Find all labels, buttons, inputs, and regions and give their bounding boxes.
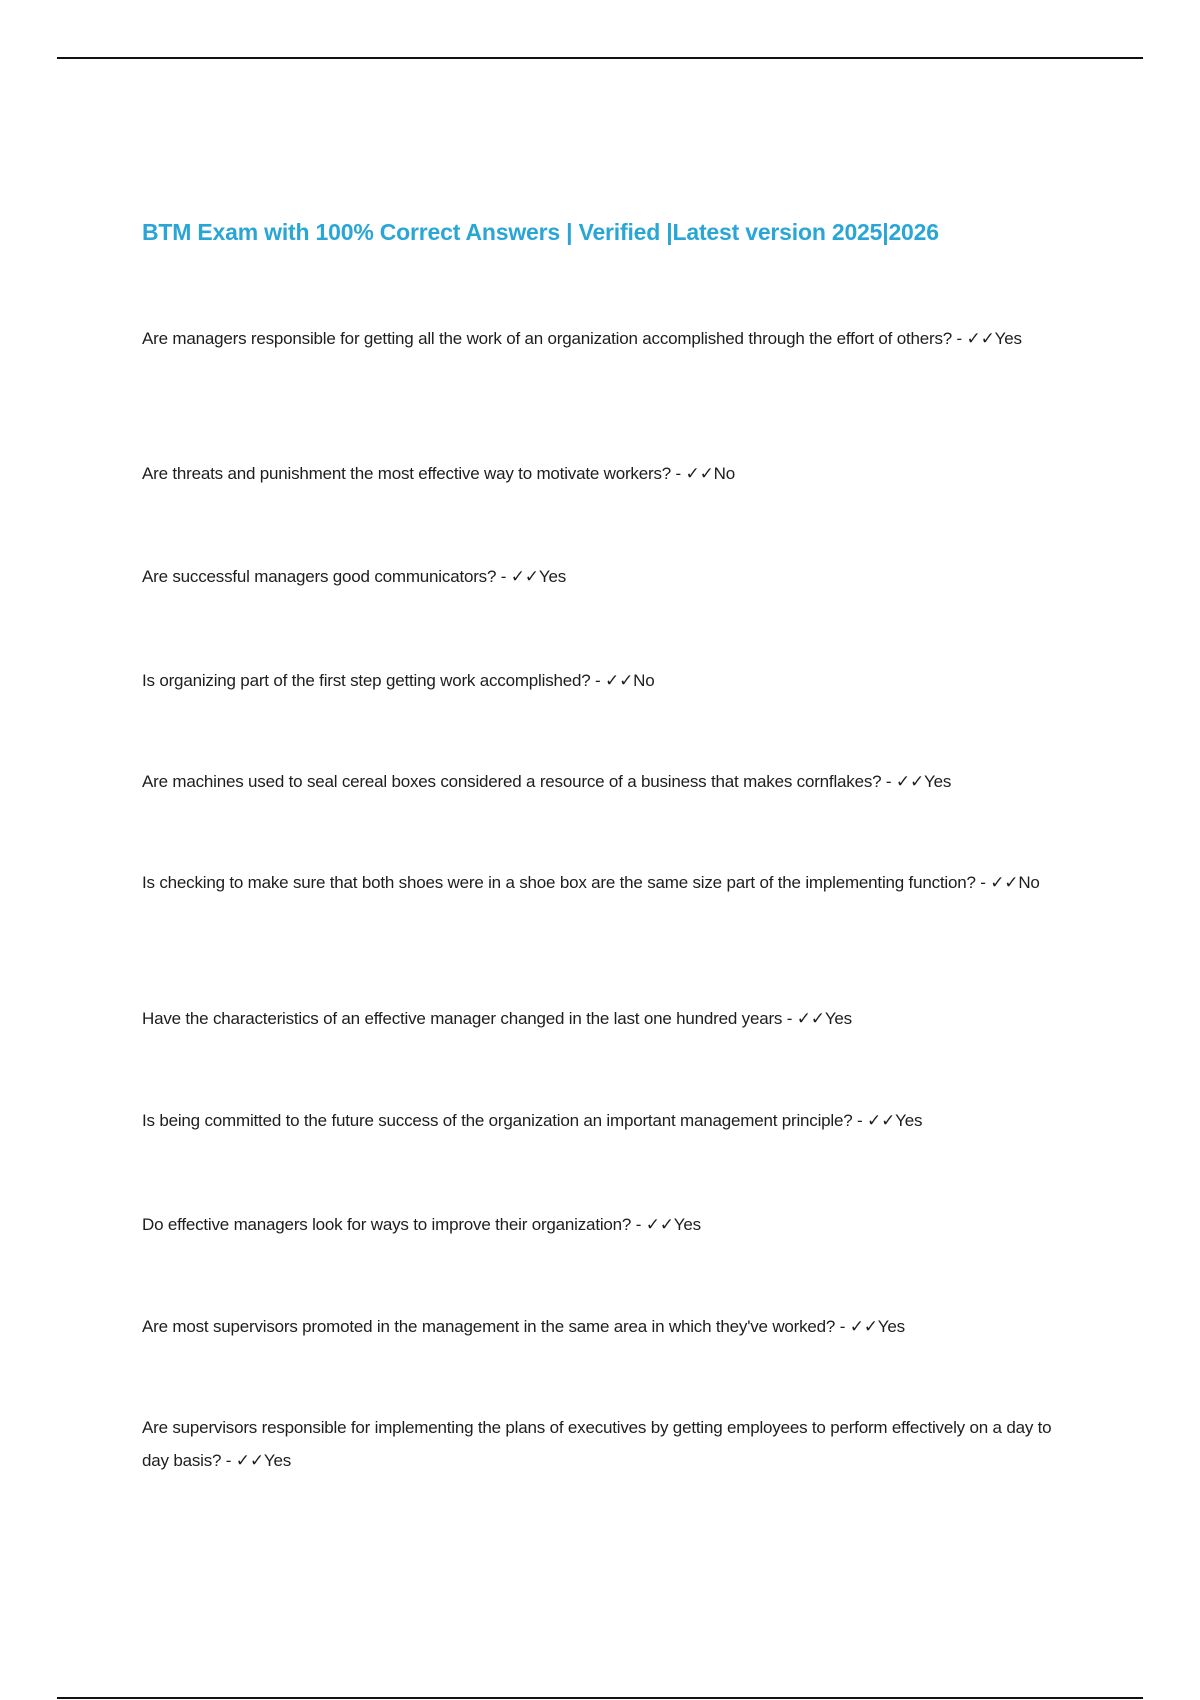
answer-separator: - — [835, 1317, 850, 1336]
footer-rule — [57, 1697, 1143, 1699]
qa-item — [142, 1310, 1062, 1343]
qa-item — [142, 560, 1062, 593]
answer-text: Yes — [877, 1317, 905, 1336]
question-text: Is organizing part of the first step getting work accomplished? — [142, 671, 591, 690]
answer-text: No — [1018, 873, 1040, 892]
double-check-icon: ✓✓ — [645, 1215, 674, 1234]
answer-separator: - — [952, 329, 967, 348]
qa-item — [142, 1104, 1062, 1137]
answer-text: Yes — [994, 329, 1022, 348]
answer-text: Yes — [924, 772, 952, 791]
qa-item — [142, 1208, 1062, 1241]
answer-separator: - — [852, 1111, 868, 1130]
double-check-icon: ✓✓ — [685, 464, 714, 483]
question-text: Do effective managers look for ways to improve their organization? — [142, 1215, 632, 1234]
answer-separator: - — [590, 671, 606, 690]
qa-item — [142, 664, 1062, 697]
double-check-icon: ✓✓ — [796, 1009, 825, 1028]
question-text: Are managers responsible for getting all the work of an organization accomplished through the effort of others? — [142, 329, 953, 348]
qa-item — [142, 1411, 1062, 1477]
answer-separator: - — [631, 1215, 646, 1234]
answer-separator: - — [782, 1009, 797, 1028]
double-check-icon: ✓✓ — [990, 873, 1019, 892]
double-check-icon: ✓✓ — [510, 567, 539, 586]
qa-item — [142, 322, 1062, 355]
double-check-icon: ✓✓ — [235, 1451, 264, 1470]
qa-item — [142, 1002, 1062, 1035]
qa-item — [142, 866, 1062, 899]
double-check-icon: ✓✓ — [867, 1111, 896, 1130]
document-title: BTM Exam with 100% Correct Answers | Verified |Latest version 2025|2026 — [142, 219, 939, 245]
answer-text: Yes — [824, 1009, 852, 1028]
double-check-icon: ✓✓ — [895, 772, 925, 791]
question-text: Are machines used to seal cereal boxes considered a resource of a business that makes cornflakes? — [142, 772, 882, 791]
answer-separator: - — [671, 464, 686, 483]
question-text: Have the characteristics of an effective manager changed in the last one hundred years — [142, 1009, 783, 1028]
double-check-icon: ✓✓ — [849, 1317, 878, 1336]
question-text: Are supervisors responsible for implementing the plans of executives by getting employees to perform effectively on a day to day basis? — [142, 1418, 1052, 1470]
question-text: Are most supervisors promoted in the management in the same area in which they've worked? — [142, 1317, 836, 1336]
double-check-icon: ✓✓ — [966, 329, 995, 348]
answer-separator: - — [975, 873, 991, 892]
answer-text: Yes — [538, 567, 566, 586]
header-rule — [57, 57, 1143, 59]
question-text: Is checking to make sure that both shoes were in a shoe box are the same size part of the implementing function? — [142, 873, 976, 892]
answer-text: Yes — [263, 1451, 292, 1470]
answer-separator: - — [496, 567, 511, 586]
question-text: Is being committed to the future success of the organization an important management principle? — [142, 1111, 853, 1130]
question-text: Are threats and punishment the most effective way to motivate workers? — [142, 464, 672, 483]
answer-text: No — [633, 671, 655, 690]
question-text: Are successful managers good communicators? — [142, 567, 497, 586]
qa-item — [142, 765, 1062, 798]
answer-text: Yes — [895, 1111, 923, 1130]
answer-separator: - — [881, 772, 896, 791]
answer-text: Yes — [673, 1215, 701, 1234]
double-check-icon: ✓✓ — [605, 671, 634, 690]
qa-item — [142, 457, 1062, 490]
answer-text: No — [713, 464, 735, 483]
answer-separator: - — [221, 1451, 236, 1470]
